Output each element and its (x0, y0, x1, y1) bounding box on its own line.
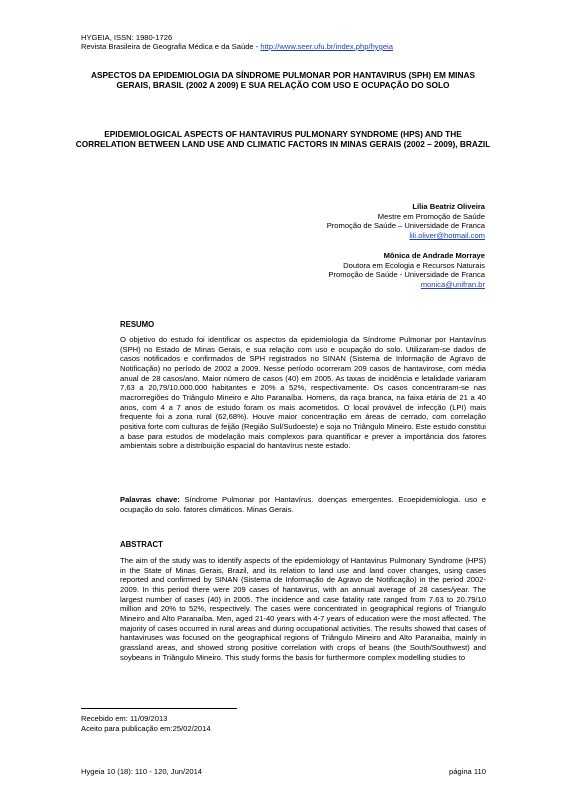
journal-issn: HYGEIA, ISSN: 1980-1726 (81, 33, 173, 42)
title-english: EPIDEMIOLOGICAL ASPECTS OF HANTAVIRUS PULMONARY SYNDROME (HPS) AND THE CORRELATION BETWEEN LAND USE AND CLIMATIC FACTORS IN MINAS GERAIS (2002 – 2009), BRAZIL (75, 129, 491, 150)
journal-name: Revista Brasileira de Geografia Médica e da Saúde - (81, 42, 261, 51)
resumo-body: O objetivo do estudo foi identificar os aspectos da epidemiologia da Síndrome Pulmonar por Hantavírus (SPH) no Estado de Minas Gerais, e sua relação com uso e ocupação do solo. Utilizaram-se dados de casos notificados e confirmados de SPH registrados no SINAN (Sistema de Informação de Agravo de Notificação) no período de 2002 a 2009. Nesse período ocorreram 209 casos de hantavirose, com média anual de 28 casos/ano. Maior número de casos (40) em 2005. As taxas de incidência e letalidade variaram 7,63 a 20,79/10.000.000 habitantes e 20% a 52%, respectivamente. Os casos concentraram-se nas macrorregiões do Triângulo Mineiro e Alto Paranaíba. Homens, da raça branca, na faixa etária de 21 a 40 anos, com 4 a 7 anos de estudo foram os mais acometidos. O local provável de infecção (LPI) mais frequente foi a zona rural (62,68%). Houve maior concentração em áreas de cerrado, com correlação positiva forte com culturas de feijão (Região Sul/Sudoeste) e soja no Triângulo Mineiro. Este estudo constitui a base para estudos de modelação mais complexos para quantificar e prever a importância dos fatores ambientais sobre a distribuição espacial do hantavírus neste estado. (120, 335, 486, 451)
keywords-label: Palavras chave: (120, 495, 180, 504)
author-degree: Doutora em Ecologia e Recursos Naturais (343, 260, 485, 270)
journal-line (81, 42, 393, 51)
footnote-divider (81, 708, 237, 709)
abstract-body: The aim of the study was to identify aspects of the epidemiology of Hantavirus Pulmonary Syndrome (HPS) in the State of Minas Gerais, Brazil, and its relation to land use and land cover changes, using cases reported and confirmed by SINAN (Sistema de Informação de Agravo de Notificação) in the period 2002-2009. In this period there were 209 cases of hantavirus, with an annual average of 28 cases/year. The largest number of cases (40) in 2005. The incidence and case fatality rate ranged from 7.63 to 20.79/10 million and 20% to 52%, respectively. The cases were concentrated in geographical regions of Triangulo Mineiro and Alto Paranaíba. Men, aged 21-40 years with 4-7 years of education were the most affected. The majority of cases occurred in rural areas and during occupational activities. The results showed that cases of hantaviruses was focused on the geographical regions of Triângulo Mineiro and Alto Paranaiba, mainly in grassland areas, and showed strong positive correlation with crops of beans (the South/Southwest) and soybeans in Triângulo Mineiro. This study forms the basis for furthermore complex modelling studies to (120, 556, 486, 662)
keywords-paragraph (120, 495, 486, 514)
abstract-heading: ABSTRACT (120, 540, 163, 549)
author-block-2 (165, 251, 485, 290)
journal-url-link[interactable]: http://www.seer.ufu.br/index.php/hygeia (260, 42, 393, 51)
author-block-1 (165, 202, 485, 241)
author-email-link[interactable]: lili.oliver@hotmail.com (409, 231, 485, 241)
author-affiliation: Promoção de Saúde - Universidade de Franca (328, 270, 485, 280)
received-date: Recebido em: 11/09/2013 (81, 714, 168, 723)
footer-citation: Hygeia 10 (18): 110 - 120, Jun/2014 (81, 767, 203, 776)
author-name: Mônica de Andrade Morraye (383, 251, 485, 260)
resumo-heading: RESUMO (120, 320, 155, 329)
page-number: página 110 (448, 767, 486, 776)
author-degree: Mestre em Promoção de Saúde (377, 211, 485, 221)
author-affiliation: Promoção de Saúde – Universidade de Franca (326, 221, 485, 231)
accepted-date: Aceito para publicação em:25/02/2014 (81, 724, 211, 733)
author-email-link[interactable]: monica@unifran.br (420, 280, 485, 290)
keywords-text: Síndrome Pulmonar por Hantavírus. doenças emergentes. Ecoepidemiologia. uso e ocupação do solo. fatores climáticos. Minas Gerais. (120, 495, 486, 514)
page-footer (81, 767, 486, 776)
title-portuguese: ASPECTOS DA EPIDEMIOLOGIA DA SÍNDROME PULMONAR POR HANTAVIRUS (SPH) EM MINAS GERAIS, BRASIL (2002 A 2009) E SUA RELAÇÃO COM USO E OCUPAÇÃO DO SOLO (91, 70, 475, 91)
author-name: Lília Beatriz Oliveira (412, 202, 485, 211)
